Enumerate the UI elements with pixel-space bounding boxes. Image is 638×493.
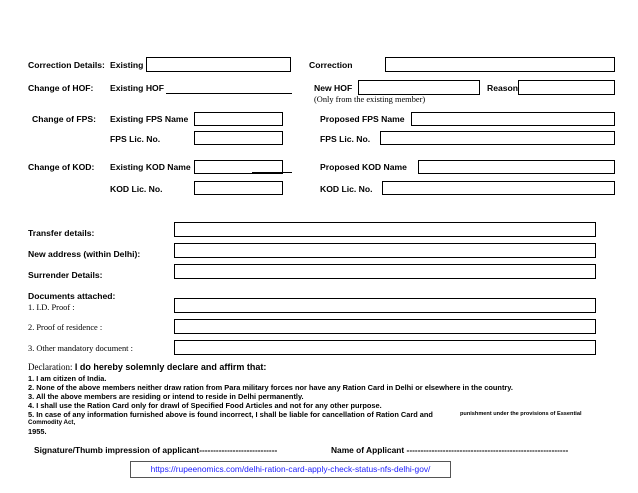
document-item-id-proof: 1. I.D. Proof : (28, 303, 75, 312)
kod-lic-no-label: KOD Lic. No. (110, 184, 163, 194)
change-of-hof-label: Change of HOF: (28, 83, 94, 93)
proposed-fps-lic-no-field[interactable] (380, 131, 615, 145)
residence-proof-field[interactable] (174, 319, 596, 334)
new-hof-label: New HOF (314, 83, 353, 93)
change-of-kod-label: Change of KOD: (28, 162, 95, 172)
document-item-residence-proof: 2. Proof of residence : (28, 323, 103, 332)
act-year: 1955. (28, 427, 47, 436)
correction-field[interactable] (385, 57, 615, 72)
existing-kod-name-line (252, 172, 292, 173)
transfer-details-field[interactable] (174, 222, 596, 237)
declaration-point-4: 4. I shall use the Ration Card only for drawl of Specified Food Articles and not for any other purpose. (28, 401, 382, 410)
source-url-link[interactable]: https://rupeenomics.com/delhi-ration-card-apply-check-status-nfs-delhi-gov/ (130, 461, 451, 478)
proposed-kod-lic-no-label: KOD Lic. No. (320, 184, 373, 194)
declaration-prefix: Declaration: (28, 362, 73, 372)
proposed-fps-name-label: Proposed FPS Name (320, 114, 405, 124)
surrender-details-label: Surrender Details: (28, 270, 103, 280)
reason-label: Reason (487, 83, 519, 93)
fps-lic-no-field[interactable] (194, 131, 283, 145)
documents-attached-heading: Documents attached: (28, 291, 116, 301)
existing-hof-label: Existing HOF (110, 83, 164, 93)
proposed-fps-lic-no-label: FPS Lic. No. (320, 134, 371, 144)
new-address-label: New address (within Delhi): (28, 249, 141, 259)
correction-details-label: Correction Details: (28, 60, 105, 70)
fps-lic-no-label: FPS Lic. No. (110, 134, 161, 144)
signature-label: Signature/Thumb impression of applicant---------------------------- (34, 445, 278, 455)
declaration-point-3: 3. All the above members are residing or intend to reside in Delhi permanently. (28, 392, 304, 401)
document-item-other: 3. Other mandatory document : (28, 344, 133, 353)
change-of-fps-label: Change of FPS: (32, 114, 96, 124)
transfer-details-label: Transfer details: (28, 228, 95, 238)
correction-existing-field[interactable] (146, 57, 291, 72)
declaration-point-1: 1. I am citizen of India. (28, 374, 107, 383)
reason-field[interactable] (518, 80, 615, 95)
proposed-kod-name-label: Proposed KOD Name (320, 162, 407, 172)
surrender-details-field[interactable] (174, 264, 596, 279)
proposed-kod-name-field[interactable] (418, 160, 615, 174)
correction-existing-label: Existing (110, 60, 144, 70)
declaration-point-5: 5. In case of any information furnished above is found incorrect, I shall be liable for cancellation of Ration Card and (28, 410, 433, 419)
existing-kod-name-label: Existing KOD Name (110, 162, 191, 172)
declaration-statement: I do hereby solemnly declare and affirm that: (74, 362, 267, 372)
declaration-line (28, 363, 266, 372)
new-address-field[interactable] (174, 243, 596, 258)
declaration-point-2: 2. None of the above members neither draw ration from Para military forces nor have any Ration Card in Delhi or elsewhere in the country. (28, 383, 513, 392)
commodity-act-line: Commodity Act, (28, 419, 76, 426)
id-proof-field[interactable] (174, 298, 596, 313)
punishment-text: punishment under the provisions of Essential (460, 411, 582, 417)
existing-fps-name-field[interactable] (194, 112, 283, 126)
correction-label: Correction (309, 60, 353, 70)
proposed-fps-name-field[interactable] (411, 112, 615, 126)
other-document-field[interactable] (174, 340, 596, 355)
existing-hof-line[interactable] (166, 93, 292, 94)
new-hof-field[interactable] (358, 80, 480, 95)
kod-lic-no-field[interactable] (194, 181, 283, 195)
hof-note: (Only from the existing member) (314, 95, 426, 104)
proposed-kod-lic-no-field[interactable] (382, 181, 615, 195)
applicant-name-label: Name of Applicant ---------------------------------------------------------- (331, 445, 569, 455)
existing-fps-name-label: Existing FPS Name (110, 114, 189, 124)
